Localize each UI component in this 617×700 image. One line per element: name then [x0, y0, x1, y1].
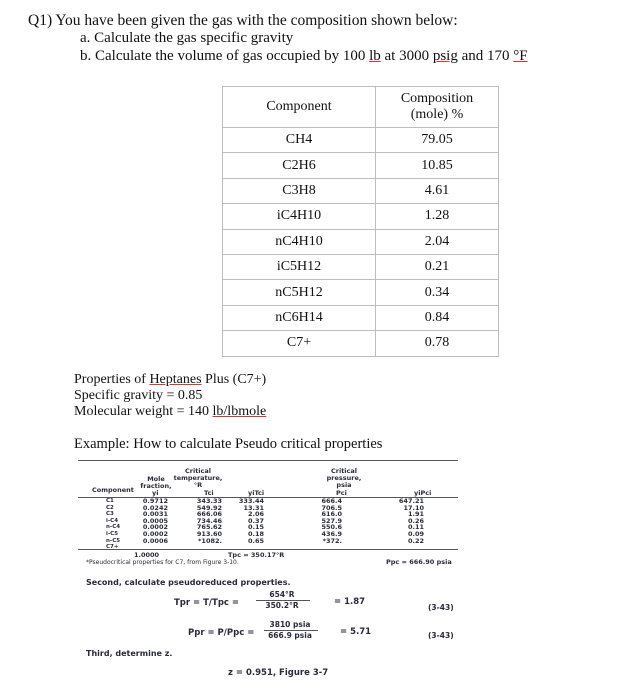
book-yp-cell: 0.22	[407, 536, 424, 545]
props-heptanes: Heptanes	[149, 372, 202, 387]
book-yt-cell: 0.65	[247, 536, 264, 545]
book-component-cell: C1	[106, 498, 114, 504]
part-b-unit-f: °F	[513, 48, 528, 64]
book-z-line: z = 0.951, Figure 3-7	[228, 668, 329, 678]
book-component-cell: C3	[106, 511, 114, 518]
composition-value-cell: 0.84	[376, 305, 499, 330]
props-text-2: Plus (C7+)	[201, 372, 267, 387]
book-component-cell: C7+	[106, 544, 119, 551]
composition-component-cell: iC5H12	[223, 254, 376, 279]
book-h-critical-pressure: Critical pressure, psia	[326, 467, 362, 489]
book-yt-cell: 0.18	[247, 529, 264, 538]
composition-value-cell: 79.05	[376, 128, 499, 153]
book-ppr-num: 3810 psia	[269, 620, 311, 629]
book-h-component: Component	[92, 486, 134, 494]
book-tc-cell: 765.62	[196, 523, 222, 532]
textbook-excerpt	[78, 456, 606, 696]
book-ppr-label: Ppr = P/Ppc =	[188, 628, 255, 638]
question-part-a: a. Calculate the gas specific gravity	[80, 30, 294, 46]
composition-value-cell: 0.78	[376, 331, 499, 356]
book-h-pc: Pci	[336, 489, 347, 497]
composition-row	[223, 128, 499, 153]
composition-value-cell: 0.21	[376, 254, 499, 279]
book-component-cell: i-C4	[106, 517, 119, 524]
book-third-line: Third, determine z.	[86, 649, 173, 658]
book-pc-cell: 666.4	[321, 497, 342, 505]
book-yp-cell: 17.10	[403, 503, 424, 512]
composition-component-cell: nC4H10	[223, 229, 376, 254]
book-tpr-eq: (3-43)	[428, 603, 454, 612]
composition-component-cell: CH4	[223, 128, 376, 153]
composition-component-cell: C7+	[223, 331, 376, 356]
book-col-pc	[316, 498, 342, 544]
example-heading: Example: How to calculate Pseudo critical properties	[74, 436, 383, 452]
book-component-cell: n-C5	[106, 537, 121, 544]
molecular-weight	[74, 404, 266, 420]
book-yt-cell: 0.15	[247, 523, 264, 532]
book-yi-cell: 0.9712	[142, 497, 168, 505]
book-tpr-num: 654°R	[269, 590, 295, 599]
composition-value-cell: 10.85	[376, 153, 499, 178]
specific-gravity: Specific gravity = 0.85	[74, 388, 203, 403]
book-component-cell: n-C4	[106, 524, 121, 531]
book-yi-cell: 0.0242	[142, 503, 168, 512]
book-col-yp	[396, 498, 424, 544]
book-tpc-result: Tpc = 350.17°R	[228, 551, 285, 559]
mw-text: Molecular weight = 140	[74, 404, 213, 419]
book-pc-cell: *372.	[322, 536, 342, 545]
book-tpr-den: 350.2°R	[265, 601, 299, 610]
book-yt-cell: 2.06	[247, 510, 264, 519]
header-composition	[376, 87, 499, 128]
header-component: Component	[223, 87, 376, 128]
book-h-yt: yiTci	[248, 489, 265, 497]
book-yi-cell: 0.0002	[142, 529, 168, 538]
book-yi-cell: 0.0005	[142, 516, 168, 525]
book-col-yt	[236, 498, 264, 544]
question-part-b	[80, 48, 528, 65]
book-col-tc	[188, 498, 222, 544]
book-tc-cell: 343.33	[196, 497, 222, 505]
book-tpr-label: Tpr = T/Tpc =	[174, 598, 240, 608]
book-yt-cell: 0.37	[247, 516, 264, 525]
book-ppr-result: = 5.71	[340, 627, 372, 637]
composition-component-cell: iC4H10	[223, 204, 376, 229]
part-b-text-2: at 3000	[380, 48, 433, 64]
composition-body	[223, 128, 499, 357]
book-h-yi: yi	[152, 489, 159, 497]
composition-value-cell: 2.04	[376, 229, 499, 254]
book-yp-cell: 647.21	[398, 497, 424, 505]
composition-table	[222, 86, 499, 357]
part-b-unit-psig: psig	[432, 48, 458, 64]
book-footnote: *Pseudocritical properties for C7, from Figure 3-10.	[86, 559, 239, 566]
composition-row	[223, 229, 499, 254]
book-col-component	[106, 498, 126, 551]
book-h-critical-temp: Critical temperature, °R	[173, 467, 223, 489]
book-pc-cell: 527.9	[321, 516, 342, 525]
header-composition-line1: Composition	[400, 91, 474, 106]
book-tc-cell: 549.92	[196, 503, 222, 512]
composition-row	[223, 280, 499, 305]
book-ppc-result: Ppc = 666.90 psia	[386, 558, 452, 566]
book-pc-cell: 706.5	[321, 503, 342, 512]
book-tc-cell: 913.60	[196, 529, 222, 538]
part-b-unit-lb: lb	[369, 48, 381, 64]
book-yt-cell: 13.31	[243, 503, 264, 512]
props-text-1: Properties of	[74, 372, 150, 387]
book-yp-cell: 1.91	[407, 510, 424, 519]
composition-row	[223, 204, 499, 229]
composition-component-cell: C3H8	[223, 178, 376, 203]
book-yp-cell: 0.26	[407, 516, 424, 525]
book-yi-cell: 0.0006	[142, 536, 168, 545]
composition-row	[223, 178, 499, 203]
composition-row	[223, 305, 499, 330]
composition-component-cell: C2H6	[223, 153, 376, 178]
book-col-yi	[132, 498, 168, 544]
book-ppr-den: 666.9 psia	[268, 631, 312, 640]
book-ppr-eq: (3-43)	[428, 631, 454, 640]
composition-component-cell: nC5H12	[223, 280, 376, 305]
book-yp-cell: 0.11	[407, 523, 424, 532]
part-b-text-3: and 170	[457, 48, 514, 64]
book-component-cell: C2	[106, 504, 114, 511]
book-pc-cell: 436.9	[321, 529, 342, 538]
book-total-yi: 1.0000	[134, 551, 160, 559]
book-pc-cell: 616.0	[321, 510, 342, 519]
book-yp-cell: 0.09	[407, 529, 424, 538]
properties-heading	[74, 372, 266, 388]
mw-unit: lb/lbmole	[212, 404, 267, 419]
book-rule-sum	[78, 549, 458, 550]
composition-component-cell: nC6H14	[223, 305, 376, 330]
book-pc-cell: 550.6	[321, 523, 342, 532]
book-tc-cell: *1082.	[198, 536, 222, 545]
header-composition-line2: (mole) %	[410, 107, 464, 122]
book-tpr-result: = 1.87	[334, 597, 366, 607]
book-h-mole-fraction: Mole fraction,	[140, 475, 172, 490]
book-yi-cell: 0.0031	[142, 510, 168, 519]
composition-header-row	[223, 87, 499, 128]
book-tc-cell: 666.06	[196, 510, 222, 519]
book-yt-cell: 333.44	[238, 497, 264, 505]
book-tc-cell: 734.46	[196, 516, 222, 525]
book-rule-top	[78, 460, 458, 461]
question-title: Q1) You have been given the gas with the composition shown below:	[28, 12, 458, 29]
composition-value-cell: 0.34	[376, 280, 499, 305]
composition-row	[223, 153, 499, 178]
book-h-tc: Tci	[204, 489, 214, 497]
book-component-cell: i-C5	[106, 530, 119, 537]
book-second-line: Second, calculate pseudoreduced properties.	[86, 578, 291, 587]
composition-row	[223, 254, 499, 279]
book-h-yp: yiPci	[414, 489, 432, 497]
composition-row	[223, 331, 499, 356]
composition-value-cell: 1.28	[376, 204, 499, 229]
composition-value-cell: 4.61	[376, 178, 499, 203]
book-yi-cell: 0.0002	[142, 523, 168, 532]
part-b-text-1: b. Calculate the volume of gas occupied by 100	[80, 48, 370, 64]
